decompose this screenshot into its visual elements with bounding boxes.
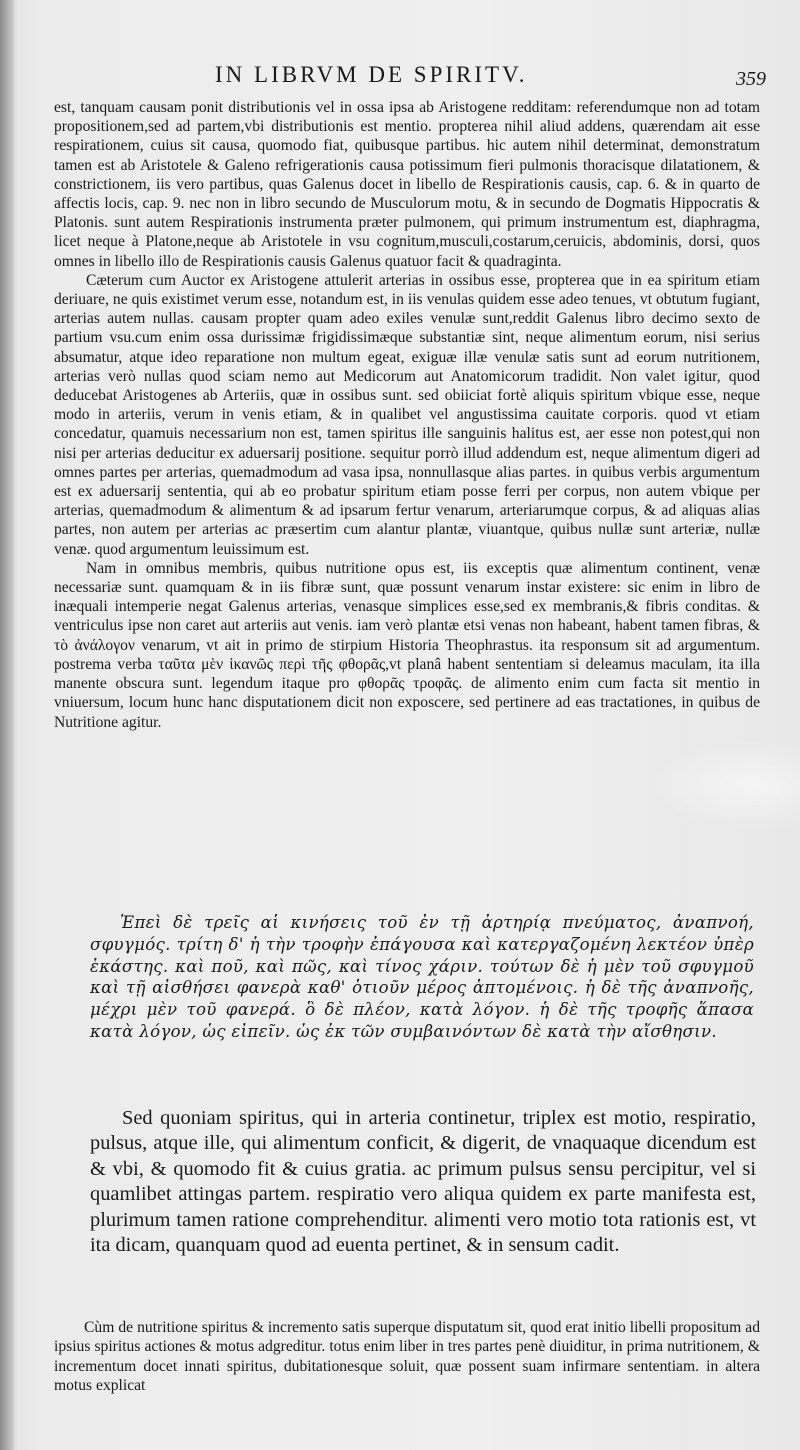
paper-stain [650,740,800,830]
greek-paragraph: Ἐπεὶ δὲ τρεῖς αἱ κινήσεις τοῦ ἐν τῇ ἀρτηρίᾳ πνεύματος, ἀναπνοή, σφυγμός. τρίτη δ' ἡ τὴν τροφὴν ἐπάγουσα καὶ κατεργαζομένη λεκτέον ὑπὲρ ἑκάστης. καὶ ποῦ, καὶ πῶς, καὶ τίνος χάριν. τούτων δὲ ἡ μὲν τοῦ σφυγμοῦ καὶ τῇ αἰσθήσει φανερὰ καθ' ὁτιοῦν μέρος ἁπτομένοις. ἡ δὲ τῆς ἀναπνοῆς, μέχρι μὲν τοῦ φανερά. ὃ δὲ πλέον, κατὰ λόγον. ἡ δὲ τῆς τροφῆς ἅπασα κατὰ λόγον, ὡς εἰπεῖν. ὡς ἐκ τῶν συμβαινόντων δὲ κατὰ τὴν αἴσθησιν. [90,913,754,1041]
commentary-paragraph-3: Nam in omnibus membris, quibus nutritione opus est, iis exceptis quæ alimentum continent, venæ necessariæ sunt. quamquam & in iis fibræ sunt, quæ possunt venarum instar existere: sic enim in libro de inæquali intemperie negat Galenus arterias, venasque simplices esse,sed ex membranis,& fibris conditas. & ventriculus ipse non caret aut arteriis aut venis. iam verò plantæ etsi venas non habeant, habent tamen fibras, & τὸ ἀνάλογον venarum, vt ait in primo de stirpium Historia Theophrastus. ita responsum sit ad argumentum. postrema verba ταῦτα μὲν ἱκανῶς περὶ τῆς φθορᾶς,vt planâ habent sententiam si deleamus maculam, ita illa manente obscura sunt. legendum itaque pro φθορᾶς τροφᾶς. de alimento enim cum facta sit mentio in vniuersum, locum hunc hanc disputationem dicit non exposcere, sed pertinere ad eas tractationes, in quibus de Nutritione agitur. [54,559,760,731]
page-number: 359 [736,68,766,90]
page-header [40,62,766,96]
latin-paragraph: Sed quoniam spiritus, qui in arteria continetur, triplex est motio, respiratio, pulsus, atque ille, qui alimentum conficit, & digerit, de vnaquaque dicendum est & vbi, & quomodo fit & cuius gratia. ac primum pulsus sensu percipitur, vel si quamlibet attingas partem. respiratio vero aliqua quidem ex parte manifesta est, plurimum tamen ratione comprehenditur. alimenti vero motio tota rationis est, vt ita dicam, quanquam quod ad euenta pertinet, & in sensum cadit. [90,1107,756,1257]
commentary-paragraph-1: est, tanquam causam ponit distributionis vel in ossa ipsa ab Aristogene redditam: referendumque non ad totam propositionem,sed ad partem,vbi distributionis est mentio. propterea nihil aliud addens, quærendam ait esse respirationem, cuius sit causa, quomodo fiat, quibusque partibus. hic autem nihil determinat, demonstratum tamen est ab Aristotele & Galeno refrigerationis causa potissimum fieri pulmonis thoracisque dilatationem, & constrictionem, iis vero partibus, quas Galenus docet in libello de Respirationis causis, cap. 6. & in quarto de affectis locis, cap. 9. nec non in libro secundo de Musculorum motu, & in secundo de Dogmatis Hippocratis & Platonis. sunt autem Respirationis instrumenta præter pulmonem, qui primum instrumentum est, diaphragma, licet neque à Platone,neque ab Aristotele in vsu cognitum,musculi,costarum,ceruicis, abdominis, dorsi, quos omnes in libello illo de Respirationis causis Galenus quatuor facit & quadraginta. [54,99,760,270]
final-commentary-block [54,1318,760,1395]
commentary-paragraph-2: Cæterum cum Auctor ex Aristogene attulerit arterias in ossibus esse, propterea que in ea spiritum etiam deriuare, ne quis existimet verum esse, notandum est, in iis venulas quidem esse adeo tenues, vt obtutum fugiant, arterias autem nullas. causam propter quam adeo exiles venulæ sunt,reddit Galenus libro decimo sexto de partium vsu.cum enim ossa durissimæ frigidissimæque substantiæ sint, neque alimentum eorum, nisi serius absumatur, atque ideo reparatione non multum egeat, exiguæ illæ venulæ satis sunt ad eorum nutritionem, arterias verò nullas quod sciam nemo aut Medicorum aut Anatomicorum tradidit. Non valet igitur, quod deducebat Aristogenes ab Arteriis, quæ in ossibus sunt. sed obiiciat fortè aliquis spiritum vbique esse, neque modo in arteriis, verum in venis etiam, & in qualibet vel angustissima cauitate corporis. quod vt etiam concedatur, quamuis necessarium non est, tamen spiritus ille sanguinis halitus est, aer esse non potest,qui non nisi per arterias deducitur ex aduersarij positione. sequitur porrò illud addendum est, neque alimentum digeri ad omnes partes per arterias, quemadmodum ad vasa ipsa, nonnullasque alias partes. in quibus verbis argumentum est ex aduersarij sententia, qui ab eo probatur spiritum etiam posse ferri per corpus, non autem vbique per arterias, quemadmodum & alimentum & ad ipsarum fertur venarum, arteriarumque corpus, & ad aliquas alias partes, non autem per arterias ac præsertim cum alantur plantæ, viuantque, quibus nullæ sunt arteriæ, nullæ venæ. quod argumentum leuissimum est. [54,271,760,558]
final-commentary-paragraph: Cùm de nutritione spiritus & incremento satis superque disputatum sit, quod erat initio libelli propositum ad ipsius spiritus actiones & motus adgreditur. totus enim liber in tres partes penè diuiditur, in prima nutritionem, & incrementum docet innati spiritus, dubitationesque soluit, quæ possent suam infirmare sententiam. in altera motus explicat [54,1319,760,1394]
running-title: IN LIBRVM DE SPIRITV. [215,62,528,87]
latin-translation-block [90,1106,756,1258]
commentary-block [54,98,760,732]
page-gutter-shadow [0,0,14,1450]
greek-source-text [90,912,754,1043]
